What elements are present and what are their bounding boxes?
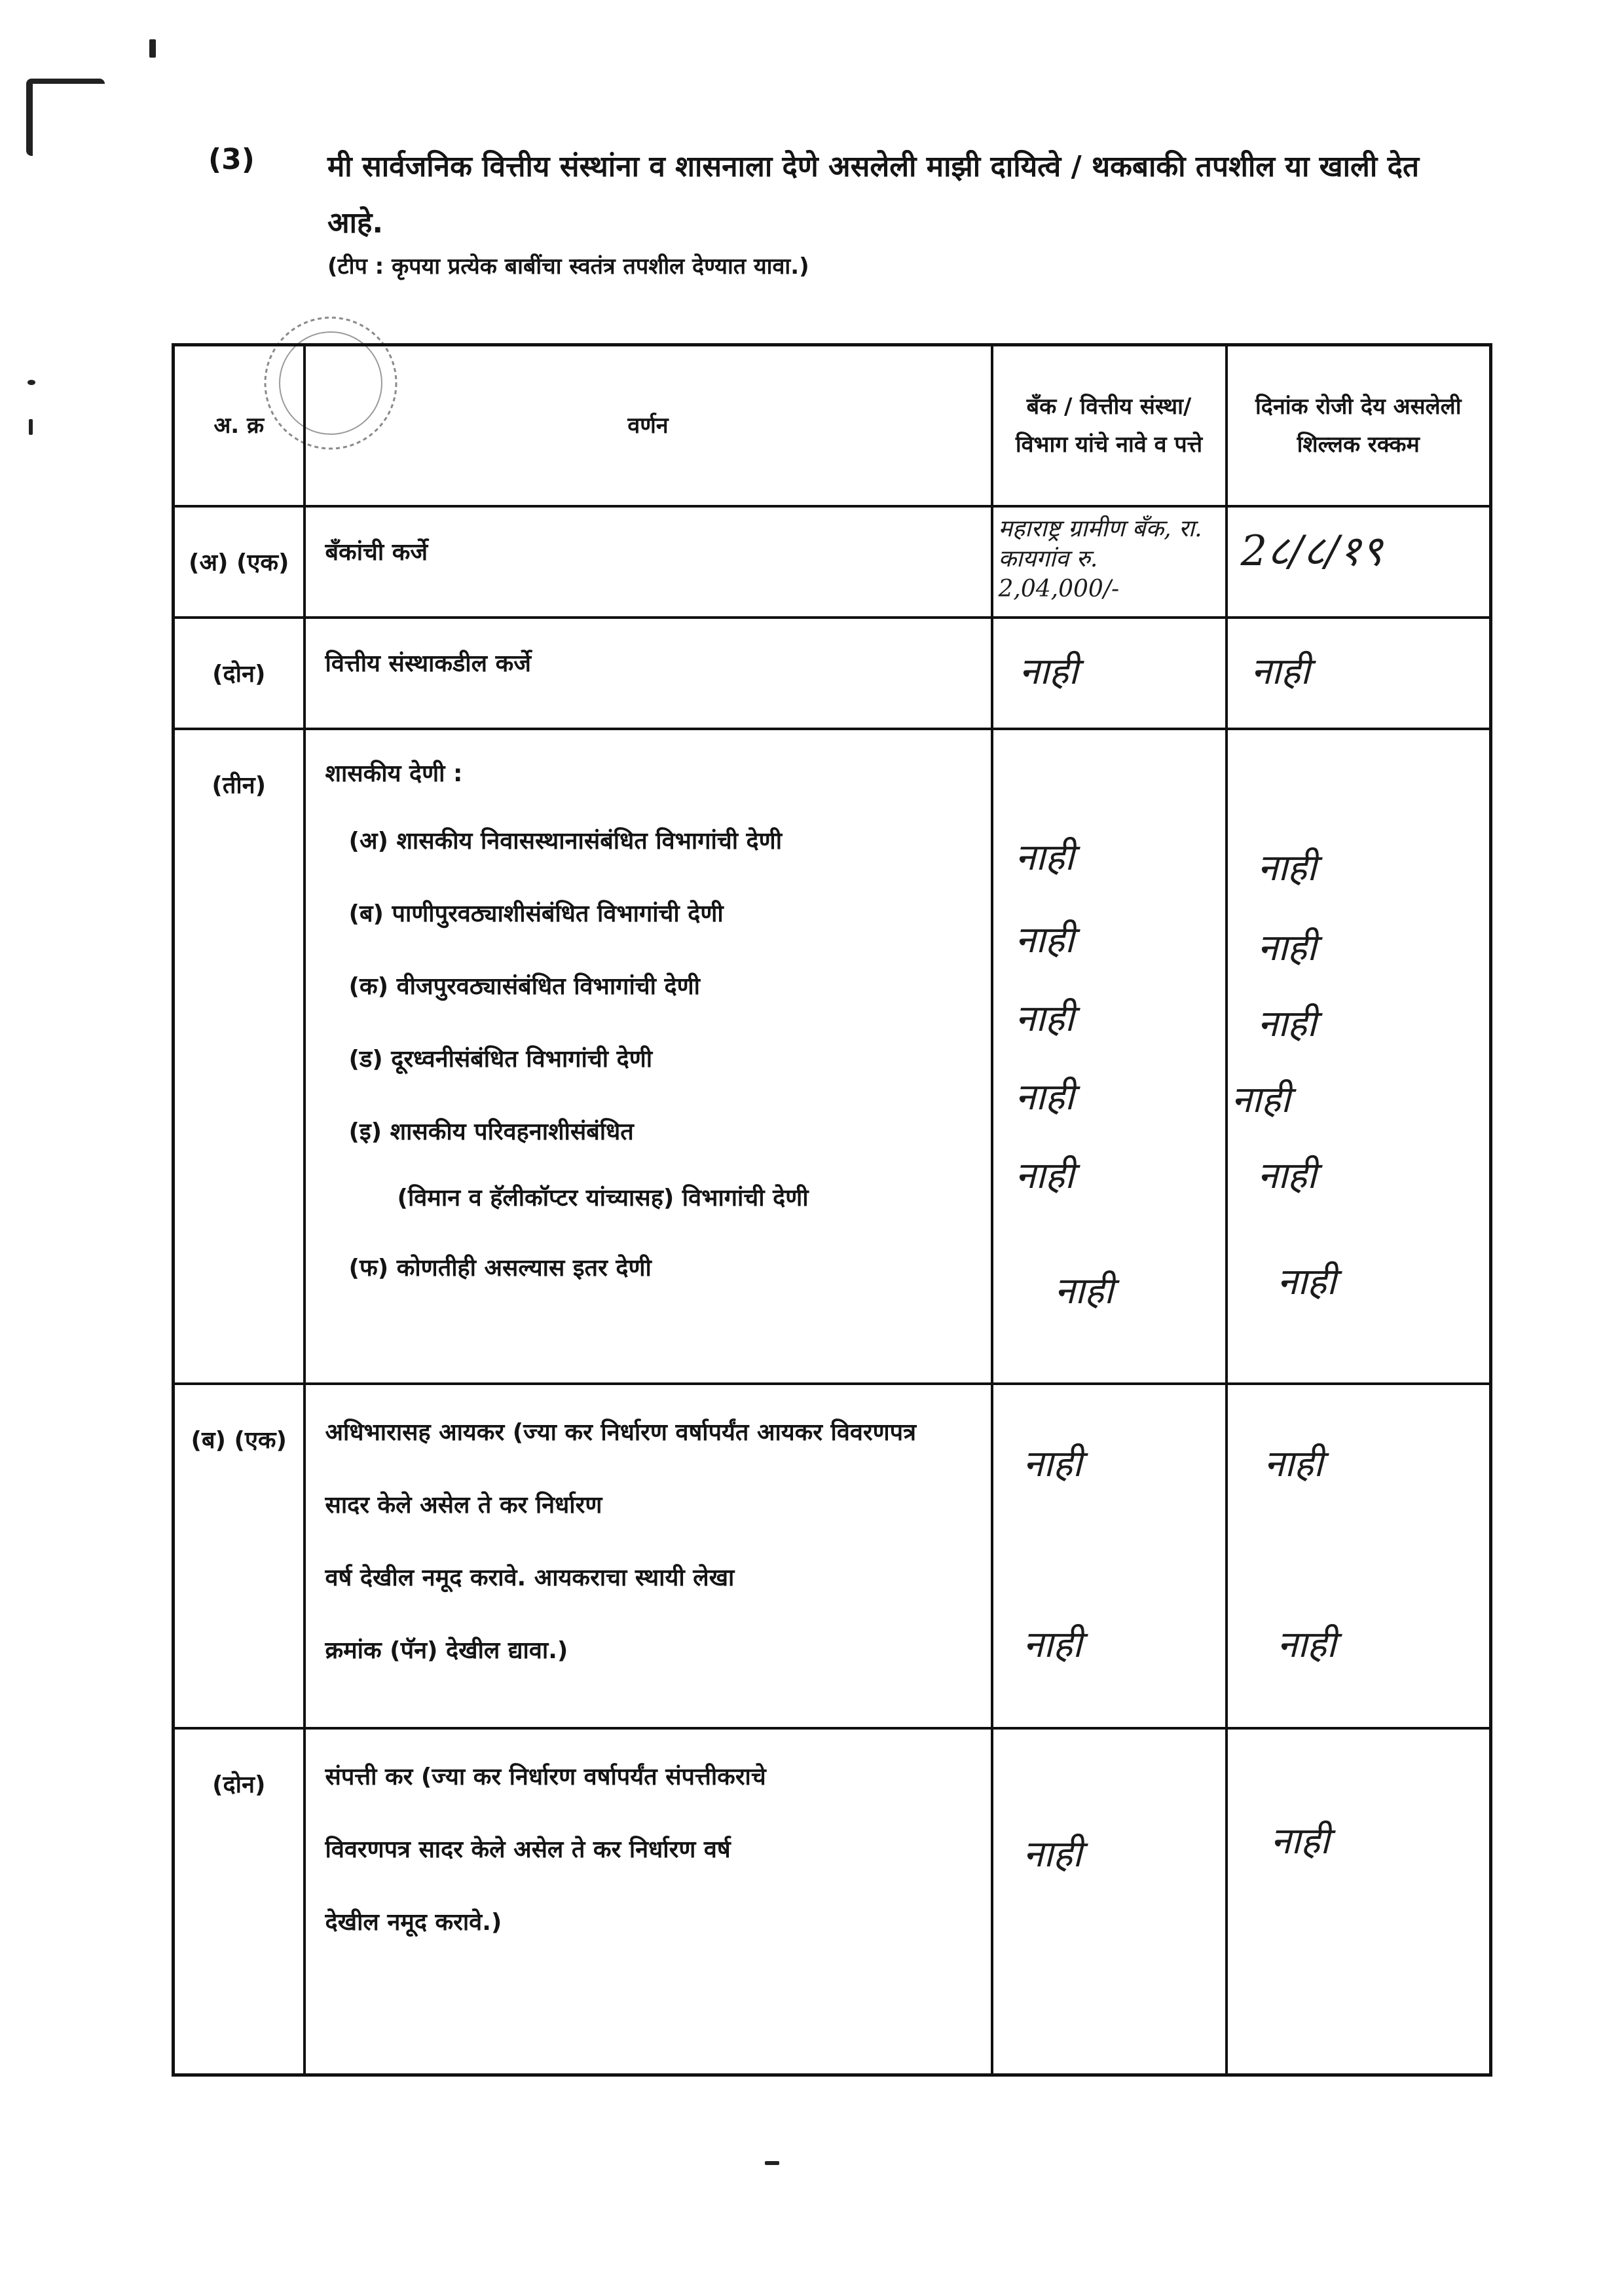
description-line: सादर केले असेल ते कर निर्धारण [325, 1491, 602, 1519]
dues-item-label: (ड) दूरध्वनीसंबंधित विभागांची देणी [348, 1045, 653, 1073]
dues-item-label-cont: (विमान व हॅलीकॉप्टर यांच्यासह) विभागांची देणी [397, 1184, 809, 1212]
row-bank [992, 1728, 1227, 2075]
table-row [174, 506, 1491, 618]
scan-mark [29, 419, 33, 435]
scan-mark [28, 380, 35, 385]
row-bank [992, 506, 1227, 618]
section-number: (3) [208, 143, 255, 176]
dues-item-label: (अ) शासकीय निवासस्थानासंबंधित विभागांची देणी [348, 827, 783, 855]
table-row [174, 618, 1491, 729]
dues-item-label: (फ) कोणतीही असल्यास इतर देणी [348, 1254, 652, 1282]
handwritten-entry: नाही [1054, 1269, 1114, 1312]
header-description: वर्णन [304, 345, 992, 506]
handwritten-entry: नाही [1270, 1819, 1330, 1862]
handwritten-entry: नाही [1023, 1442, 1082, 1485]
handwritten-entry: नाही [1023, 1623, 1082, 1666]
handwritten-entry: नाही [1015, 997, 1075, 1040]
description-line: विवरणपत्र सादर केले असेल ते कर निर्धारण वर्ष [325, 1836, 731, 1863]
header-serial: अ. क्र [174, 345, 304, 506]
description-line: क्रमांक (पॅन) देखील द्यावा.) [325, 1637, 568, 1664]
handwritten-entry: नाही [1015, 918, 1075, 961]
row-description [304, 729, 992, 1384]
row-amount [1227, 1728, 1491, 2075]
dues-item-label: (ब) पाणीपुरवठ्याशीसंबंधित विभागांची देणी [348, 900, 724, 927]
handwritten-entry: नाही [1257, 926, 1317, 969]
section-note: (टीप : कृपया प्रत्येक बाबींचा स्वतंत्र तपशील देण्यात यावा.) [327, 253, 809, 280]
header-bank: बँक / वित्तीय संस्था/ विभाग यांचे नावे व पत्ते [992, 345, 1227, 506]
row-amount [1227, 729, 1491, 1384]
row-serial: (तीन) [174, 729, 304, 1384]
row-bank [992, 618, 1227, 729]
section-heading: मी सार्वजनिक वित्तीय संस्थांना व शासनाला देणे असलेली माझी दायित्वे / थकबाकी तपशील या खाली देत आहे. [327, 150, 1420, 240]
handwritten-entry: नाही [1264, 1442, 1323, 1485]
scan-mark [149, 39, 156, 58]
scan-mark [26, 79, 105, 156]
row-description: वित्तीय संस्थाकडील कर्जे [304, 618, 992, 729]
row-title: शासकीय देणी : [325, 760, 463, 787]
dues-item-label: (क) वीजपुरवठ्यासंबंधित विभागांची देणी [348, 972, 700, 1000]
description-line: वर्ष देखील नमूद करावे. आयकराचा स्थायी लेखा [325, 1564, 735, 1591]
row-amount [1227, 506, 1491, 618]
handwritten-entry: महाराष्ट्र ग्रामीण बँक, रा. कायगांव रु. 2,04,000/- [998, 515, 1202, 602]
handwritten-entry: नाही [1251, 650, 1310, 693]
handwritten-entry: नाही [1257, 846, 1317, 889]
scan-mark [765, 2161, 779, 2165]
handwritten-entry: 2८/८/१९ [1240, 527, 1383, 576]
table-row [174, 1384, 1491, 1728]
table-row [174, 729, 1491, 1384]
handwritten-entry: नाही [1015, 1154, 1075, 1197]
table-header-row [174, 345, 1491, 506]
row-bank [992, 729, 1227, 1384]
row-description [304, 1728, 992, 2075]
row-amount [1227, 1384, 1491, 1728]
handwritten-entry: नाही [1257, 1002, 1317, 1045]
row-serial: (ब) (एक) [174, 1384, 304, 1728]
handwritten-entry: नाही [1015, 1075, 1075, 1119]
handwritten-entry: नाही [1277, 1260, 1337, 1303]
row-description: बँकांची कर्जे [304, 506, 992, 618]
handwritten-entry: नाही [1277, 1623, 1337, 1666]
handwritten-entry: नाही [1257, 1154, 1317, 1197]
row-serial: (अ) (एक) [174, 506, 304, 618]
header-amount: दिनांक रोजी देय असलेली शिल्लक रक्कम [1227, 345, 1491, 506]
handwritten-entry: नाही [1023, 1832, 1082, 1876]
row-serial: (दोन) [174, 618, 304, 729]
dues-item-label: (इ) शासकीय परिवहनाशीसंबंधित [348, 1118, 634, 1145]
table-row [174, 1728, 1491, 2075]
row-serial: (दोन) [174, 1728, 304, 2075]
row-bank [992, 1384, 1227, 1728]
handwritten-entry: नाही [1019, 650, 1079, 693]
row-amount [1227, 618, 1491, 729]
description-line: संपत्ती कर (ज्या कर निर्धारण वर्षापर्यंत संपत्तीकराचे [325, 1763, 766, 1790]
handwritten-entry: नाही [1231, 1078, 1291, 1121]
description-line: देखील नमूद करावे.) [325, 1908, 502, 1936]
liabilities-table [172, 343, 1492, 2077]
row-description [304, 1384, 992, 1728]
handwritten-entry: नाही [1015, 836, 1075, 879]
description-line: अधिभारासह आयकर (ज्या कर निर्धारण वर्षापर्यंत आयकर विवरणपत्र [325, 1418, 916, 1446]
